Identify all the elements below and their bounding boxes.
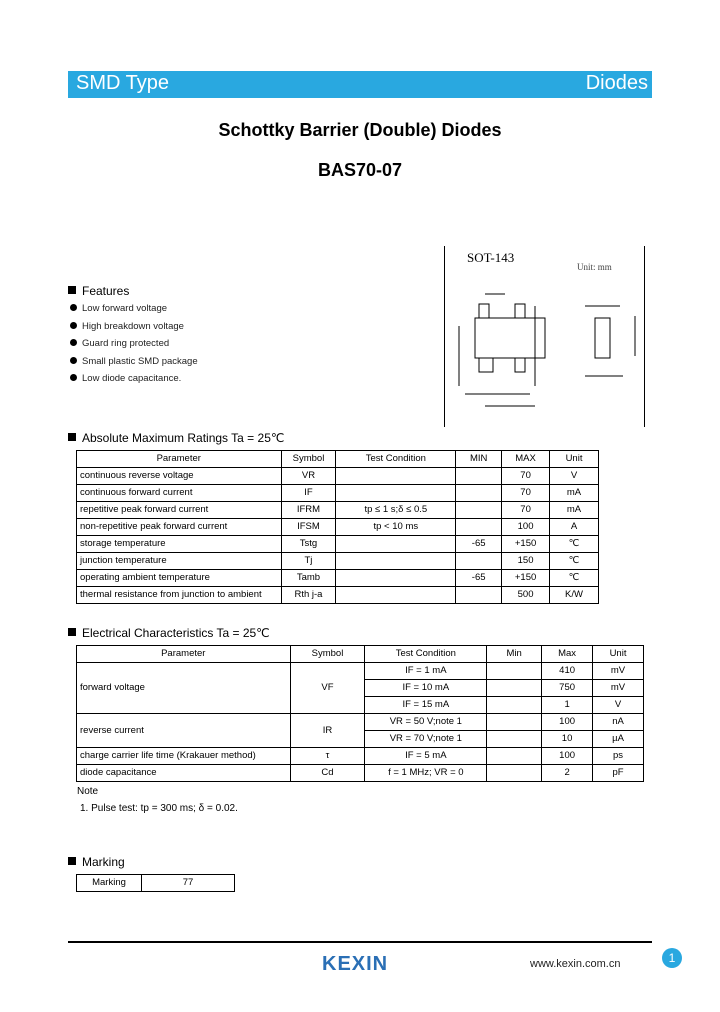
footer-url[interactable]: www.kexin.com.cn — [530, 958, 621, 970]
marking-table — [76, 874, 235, 892]
bullet-dot-icon — [70, 357, 77, 364]
feature-item: Low forward voltage — [70, 300, 198, 318]
features-heading: Features — [68, 284, 129, 298]
note-text: 1. Pulse test: tp = 300 ms; δ = 0.02. — [80, 803, 238, 814]
kexin-logo: KEXIN — [322, 953, 389, 975]
feature-item: Small plastic SMD package — [70, 353, 198, 371]
doc-title: Schottky Barrier (Double) Diodes — [218, 120, 502, 140]
table-row: Marking 77 — [77, 875, 235, 892]
table-row: storage temperature Tstg -65 +150 ℃ — [77, 536, 599, 553]
header-type: Diodes — [585, 72, 648, 94]
table-row: VR = 70 V;note 1 10 µA — [77, 731, 644, 748]
table-row: charge carrier life time (Krakauer method) τ IF = 5 mA 100 ps — [77, 748, 644, 765]
table-row: continuous forward current IF 70 mA — [77, 485, 599, 502]
package-drawing — [444, 246, 645, 427]
bullet-square-icon — [68, 857, 76, 865]
table-row: non-repetitive peak forward current IFSM tp < 10 ms 100 A — [77, 519, 599, 536]
abs-max-table — [76, 450, 599, 604]
bullet-dot-icon — [70, 339, 77, 346]
table-row: repetitive peak forward current IFRM tp ≤ 1 s;δ ≤ 0.5 70 mA — [77, 502, 599, 519]
bullet-square-icon — [68, 286, 76, 294]
header-category: SMD Type — [76, 72, 169, 94]
bullet-dot-icon — [70, 304, 77, 311]
bullet-dot-icon — [70, 374, 77, 381]
abs-max-heading: Absolute Maximum Ratings Ta = 25℃ — [68, 431, 284, 445]
table-row: junction temperature Tj 150 ℃ — [77, 553, 599, 570]
bullet-dot-icon — [70, 322, 77, 329]
header-bar — [68, 71, 652, 98]
footer-divider — [68, 941, 652, 943]
table-row: reverse current IR VR = 50 V;note 1 100 nA — [77, 714, 644, 731]
package-outline-svg — [445, 246, 644, 427]
table-row: diode capacitance Cd f = 1 MHz; VR = 0 2 pF — [77, 765, 644, 782]
table-row: forward voltage VF IF = 1 mA 410 mV — [77, 663, 644, 680]
bullet-square-icon — [68, 628, 76, 636]
part-number: BAS70-07 — [317, 160, 403, 180]
package-name: SOT-143 — [467, 250, 515, 265]
feature-item: Guard ring protected — [70, 335, 198, 353]
feature-item: High breakdown voltage — [70, 318, 198, 336]
table-row: operating ambient temperature Tamb -65 +150 ℃ — [77, 570, 599, 587]
note-label: Note — [77, 786, 99, 797]
bullet-square-icon — [68, 433, 76, 441]
elec-heading: Electrical Characteristics Ta = 25℃ — [68, 626, 270, 640]
elec-table — [76, 645, 644, 782]
features-list — [70, 300, 198, 388]
table-row: thermal resistance from junction to ambient Rth j-a 500 K/W — [77, 587, 599, 604]
table-row: continuous reverse voltage VR 70 V — [77, 468, 599, 485]
feature-item: Low diode capacitance. — [70, 370, 198, 388]
marking-heading: Marking — [68, 855, 125, 869]
table-row: IF = 10 mA 750 mV — [77, 680, 644, 697]
table-row: IF = 15 mA 1 V — [77, 697, 644, 714]
table-header-row: Parameter Symbol Test Condition MIN MAX Unit — [77, 451, 599, 468]
table-header-row: Parameter Symbol Test Condition Min Max Unit — [77, 646, 644, 663]
page-number: 1 — [662, 948, 682, 968]
package-unit: Unit: mm — [577, 262, 612, 272]
